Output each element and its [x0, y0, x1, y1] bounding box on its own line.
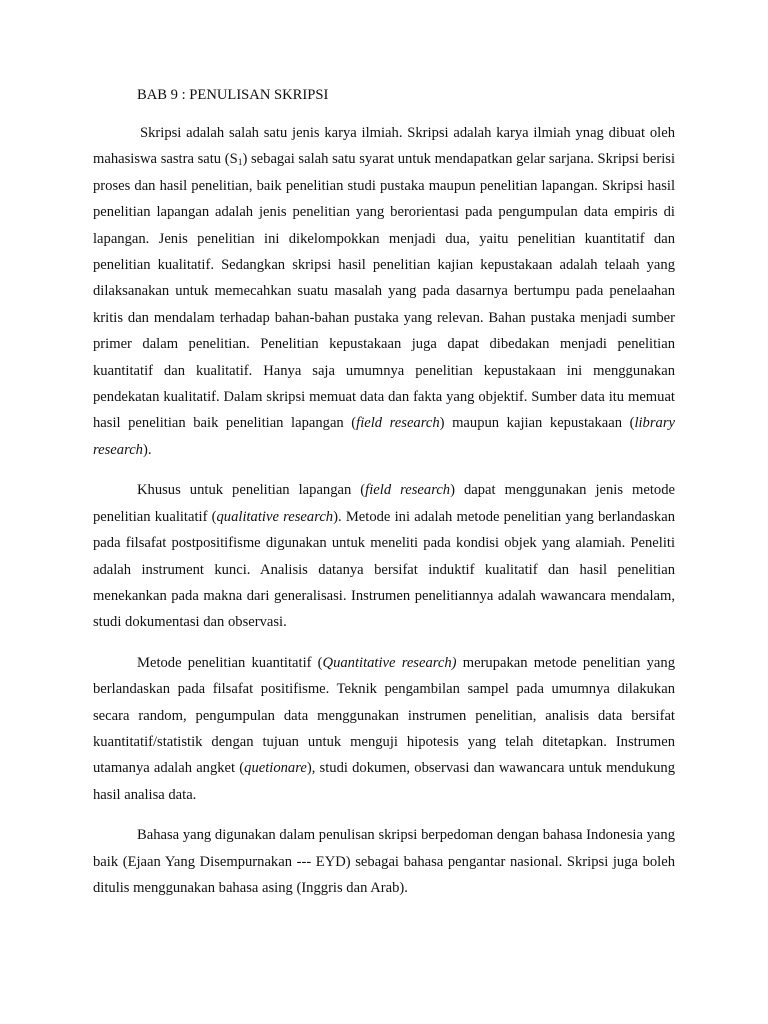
term-library-research: library research — [93, 415, 675, 458]
paragraph-1: Skripsi adalah salah satu jenis karya ilmiah. Skripsi adalah karya ilmiah ynag dibuat oleh mahasiswa sastra satu $(S_1)$ sebagai salah satu syarat untuk mendapatkan gelar sarjana. Skripsi berisi proses dan hasil penelitian, baik penelitian studi pustaka maupun penelitian lapangan. Skripsi hasil penelitian lapangan adalah jenis penelitian yang berorientasi pada pengumpulan data empiris di lapangan. Jenis penelitian ini dikelompokkan menjadi dua, yaitu penelitian kuantitatif dan penelitian kualitatif. Sedangkan skripsi hasil penelitian kajian kepustakaan adalah telaah yang dilaksanakan untuk memecahkan suatu masalah yang pada dasarnya bertumpu pada penelaahan kritis dan mendalam terhadap bahan-bahan pustaka yang relevan. Bahan pustaka menjadi sumber primer dalam penelitian. Penelitian kepustakaan juga dapat dibedakan menjadi penelitian kuantitatif dan kualitatif. Hanya saja umumnya penelitian kepustakaan ini menggunakan pendekatan kualitatif. Dalam skripsi memuat data dan fakta yang objektif. Sumber data itu memuat hasil penelitian baik penelitian lapangan (field research) maupun kajian kepustakaan (library research). — [93, 125, 675, 458]
paragraph-4: Bahasa yang digunakan dalam penulisan skripsi berpedoman dengan bahasa Indonesia yang baik (Ejaan Yang Disempurnakan --- EYD) sebagai bahasa pengantar nasional. Skripsi juga boleh ditulis menggunakan bahasa asing (Inggris dan Arab). — [93, 827, 675, 896]
paragraph-3: Metode penelitian kuantitatif (Quantitative research) merupakan metode penelitian yang berlandaskan pada filsafat positifisme. Teknik pengambilan sampel pada umumnya dilakukan secara random, pengumpulan data menggunakan instrumen penelitian, analisis data bersifat kuantitatif/statistik dengan tujuan untuk menguji hipotesis yang telah ditetapkan. Instrumen utamanya adalah angket (quetionare), studi dokumen, observasi dan wawancara untuk mendukung hasil analisa data. — [93, 654, 676, 803]
term-field-research: field research — [356, 415, 440, 432]
term-field-research: field research — [365, 482, 451, 499]
subscript-one: 1 — [237, 158, 243, 169]
chapter-heading: BAB 9 : PENULISAN SKRIPSI — [137, 87, 329, 103]
term-quantitative-research: Quantitative research) — [322, 654, 457, 671]
paragraph-2: Khusus untuk penelitian lapangan (field research) dapat menggunakan jenis metode penelitian kualitatif (qualitative research). Metode ini adalah metode penelitian yang berlandaskan pada filsafat postpositifisme digunakan untuk meneliti pada kondisi objek yang alamiah. Peneliti adalah instrument kunci. Analisis datanya bersifat induktif kualitatif dan hasil penelitian menekankan pada makna dari generalisasi. Instrumen penelitiannya adalah wawancara mendalam, studi dokumentasi dan observasi. — [93, 482, 676, 631]
term-qualitative-research: qualitative research — [216, 508, 334, 525]
term-quetionare: quetionare — [244, 760, 307, 777]
document-page — [93, 84, 675, 915]
